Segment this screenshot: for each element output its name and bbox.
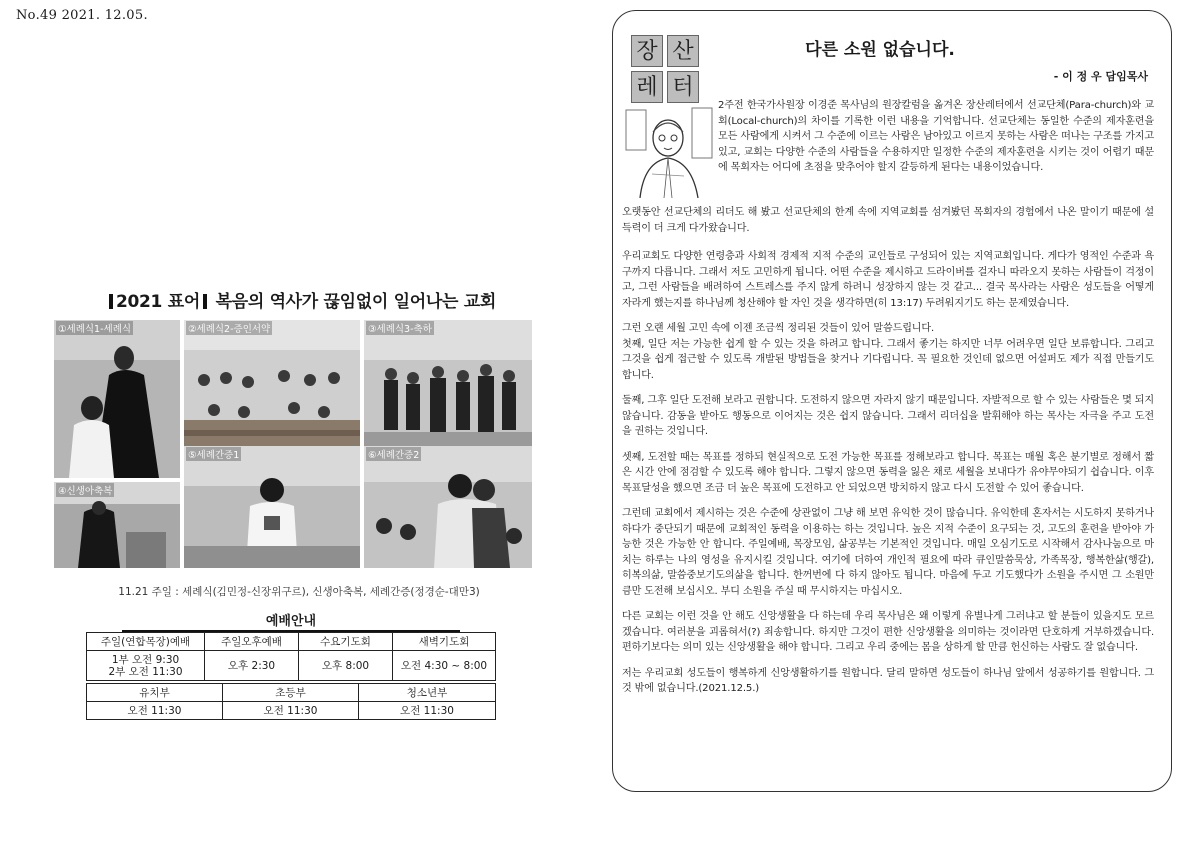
sunday-service-time-1: 1부 오전 9:30 [111, 653, 180, 666]
schedule-cell: 오전 11:30 [87, 702, 223, 720]
paragraph-8: 그런데 교회에서 제시하는 것은 수준에 상관없이 그냥 해 보면 유익한 것이 많습니다. 유익한데 혼자서는 시도하지 못하거나 하다가 중단되기 때문에 교회적인 동력을 이용하는 하는 것입니다. 높은 지적 수준이 요구되는 것, 고도의 훈련을 받아야 가능한 것은 가능한 안 합니다. 주일예배, 목장모임, 삶공부는 기본적인 것입니다. 매일 오심기도로 시작해서 감사나눔으로 마치는 하루는 나의 영성을 유지시킬 것입니다. 여기에 더하여 개인적 필요에 따라 큐인말씀묵상, 가족목장, 행복한삶(행갈), 히복의삶, 말씀중보기도의삶을 합니다. 한꺼번에 다 하지 않아도 됩니다. 마음에 두고 기도했다가 소원을 주시면 그 소원만큼만 도전해 보십시오. 부디 소원을 주실 때 무시하지는 마십시오. [622, 508, 1154, 597]
pastor-sketch-image [622, 104, 714, 198]
schedule-cell: 오전 11:30 [223, 702, 359, 720]
photo-caption-6: ⑥세례간증2 [366, 447, 421, 461]
paragraph-1: 2주전 한국가사원장 이경준 목사님의 원장칼럼을 옮겨온 장산레터에서 선교단체(Para-church)와 교회(Local-church)의 차이를 기록한 이런 내용을 기억합니다. 선교단체는 동일한 수준의 제자훈련을 모든 사람에게 시켜서 그 수준에 이르는 사람은 남아있고 이르지 못하는 사람은 떠나는 구조를 가지고 있고, 교회는 다양한 수준의 사람들을 수용하지만 일정한 수준의 제자훈련을 시키는 것이 어렵기 때문에 목회자는 어디에 초점을 맞추어야 할지 갈등하게 된다는 내용이었습니다. [718, 100, 1154, 173]
paragraph-10: 저는 우리교회 성도들이 행복하게 신앙생활하기를 원합니다. 달리 말하면 성도들이 하나님 앞에서 성공하기를 원합니다. 그것 밖에 없습니다.(2021.12.5.) [622, 667, 1154, 694]
letter-title: 다른 소원 없습니다. [805, 40, 955, 60]
photo-collage [54, 320, 532, 568]
photo-testimony-2 [364, 446, 532, 568]
photo-baptism-2 [184, 320, 360, 456]
logo-char: 터 [667, 71, 699, 103]
paragraph-9: 다른 교회는 이런 것을 안 해도 신앙생활을 다 하는데 우리 목사님은 왜 이렇게 유별나게 그러냐고 할 분들이 있을지도 모르겠습니다. 여러분을 괴롭혀서(?) 죄송합니다. 하지만 그것이 편한 신앙생활을 의미하는 것이라면 단호하게 거부하겠습니다. 편하기보다는 의미 있는 신앙생활을 해야 합니다. 그리고 우리 중에는 몸을 상하게 할 만큼 헌신하는 사람도 잘 없습니다. [622, 611, 1154, 653]
motto-mark-left [109, 294, 113, 309]
schedule-cell: 오전 11:30 [359, 702, 496, 720]
schedule-header: 새벽기도회 [393, 633, 496, 651]
photo-caption-2: ②세례식2-증인서약 [186, 321, 272, 335]
paragraph-2: 오랫동안 선교단체의 리더도 해 봤고 선교단체의 한계 속에 지역교회를 섬겨봤던 목회자의 경험에서 나온 말이기 때문에 설득력이 더 크게 다가왔습니다. [622, 207, 1154, 234]
photo-caption-5: ⑤세례간증1 [186, 447, 241, 461]
photo-testimony-1 [184, 446, 360, 568]
schedule-header: 유치부 [87, 684, 223, 702]
schedule-cell: 오후 8:00 [299, 651, 393, 681]
schedule-header: 청소년부 [359, 684, 496, 702]
photo-baptism-3 [364, 320, 532, 456]
photo-baptism-1 [54, 320, 180, 478]
year-motto [56, 287, 546, 312]
motto-mark-right [203, 294, 207, 309]
schedule-cell [87, 651, 205, 681]
schedule-table-dept [86, 683, 496, 720]
schedule-header: 초등부 [223, 684, 359, 702]
sunday-service-time-2: 2부 오전 11:30 [108, 665, 183, 678]
schedule-cell: 오전 4:30 ~ 8:00 [393, 651, 496, 681]
schedule-header: 주일오후예배 [205, 633, 299, 651]
schedule-title: 예배안내 [122, 610, 460, 632]
worship-schedule [86, 610, 496, 720]
paragraph-3: 우리교회도 다양한 연령층과 사회적 경제적 지적 수준의 교인들로 구성되어 있는 지역교회입니다. 게다가 영적인 수준과 욕구까지 다릅니다. 그래서 저도 고민하게 됩니다. 어떤 수준을 제시하고 드라이버를 걸자니 따라오지 못하는 사람들이 걱정이고, 그런 사람들을 배려하여 스트레스를 주지 않게 하려니 성장하지 않는 것 같고... 결국 목사라는 사람은 성도들을 어떻게 자라게 했는지를 하나님께 청산해야 할 자인 것을 생각하면(히 13:17) 두려워지기도 하는 문제였습니다. [622, 251, 1154, 309]
schedule-table [86, 632, 496, 681]
letter-body [622, 249, 1154, 697]
motto-text: 복음의 역사가 끊임없이 일어나는 교회 [215, 292, 497, 312]
paragraph-5: 첫째, 일단 저는 가능한 쉽게 할 수 있는 것을 하려고 합니다. 그래서 좋기는 하지만 너무 어려우면 일단 보류합니다. 그리고 그것을 쉽게 접근할 수 있도록 개발된 방법들을 찾거나 기다립니다. 꼭 필요한 것인데 없으면 어설퍼도 제가 직접 만들기도 합니다. [622, 338, 1154, 381]
paragraph-7: 셋째, 도전할 때는 목표를 정하되 현실적으로 도전 가능한 목표를 정해보라고 합니다. 목표는 매월 혹은 분기별로 정해서 짧은 시간 안에 점검할 수 있도록 해야 합니다. 그렇지 않으면 동력을 잃은 채로 세월을 보내다가 유야무야되기 쉽습니다. 이후 목표달성을 했으면 조금 더 높은 목표에 도전하고 안 되었으면 방치하지 않고 다시 도전할 수 있어 좋습니다. [622, 451, 1154, 494]
logo-char: 산 [667, 35, 699, 67]
photo-caption-3: ③세례식3-축하 [366, 321, 434, 335]
photo-caption-4: ④신생아축복 [56, 483, 114, 497]
motto-prefix: 2021 표어 [115, 292, 200, 312]
photo-caption-text: 11.21 주일 : 세례식(김민정-신장위구르), 신생아축복, 세례간증(정경순-대만3) [118, 586, 480, 598]
schedule-header: 주일(연합목장)예배 [87, 633, 205, 651]
letter-author: - 이 정 우 담임목사 [1053, 70, 1148, 83]
letter-paragraph [718, 98, 1154, 176]
photo-caption-1: ①세례식1-세례식 [56, 321, 133, 335]
paragraph-6: 둘째, 그후 일단 도전해 보라고 권합니다. 도전하지 않으면 자라지 않기 때문입니다. 자발적으로 할 수 있는 사람들은 몇 되지 않습니다. 감동을 받아도 행동으로 이어지는 것은 쉽지 않습니다. 그래서 리더십을 발휘해야 하는 목사는 자극을 주고 도전을 권하는 것입니다. [622, 395, 1154, 437]
logo-char: 레 [631, 71, 663, 103]
photo-newborn-blessing [54, 482, 180, 568]
schedule-cell: 오후 2:30 [205, 651, 299, 681]
issue-number: No.49 2021. 12.05. [16, 8, 148, 23]
schedule-header: 수요기도회 [299, 633, 393, 651]
letter-paragraph [622, 205, 1154, 236]
logo-char: 장 [631, 35, 663, 67]
paragraph-4: 그런 오랜 세월 고민 속에 이젠 조금씩 정리된 것들이 있어 말씀드립니다. [622, 323, 935, 334]
